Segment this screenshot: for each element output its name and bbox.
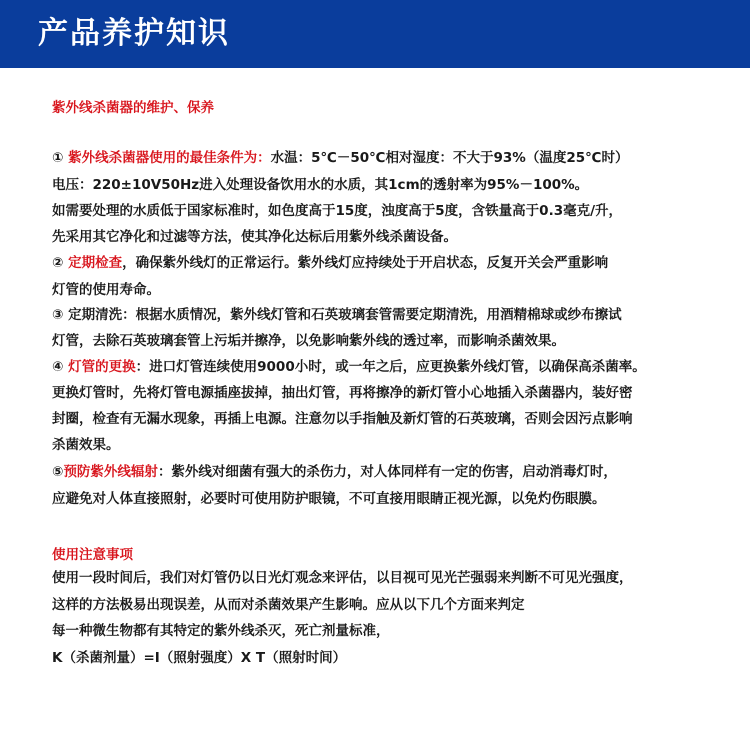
maintenance-line <box>52 332 742 350</box>
line-text: 水温：5℃－50℃相对湿度：不大于93%（温度25℃时） <box>270 150 629 166</box>
line-text: ：紫外线对细菌有强大的杀伤力，对人体同样有一定的伤害，启动消毒灯时， <box>157 464 617 480</box>
line-text: 如需要处理的水质低于国家标准时，如色度高于15度，浊度高于5度，含铁量高于0.3毫克/升， <box>52 203 623 219</box>
line-highlight: 定期检查 <box>68 255 123 271</box>
maintenance-line <box>52 490 742 508</box>
line-prefix: ② <box>52 255 69 271</box>
line-text: ：进口灯管连续使用9000小时，或一年之后，应更换紫外线灯管，以确保高杀菌率。 <box>135 359 646 375</box>
line-text: 杀菌效果。 <box>52 437 120 453</box>
usage-note-line: 这样的方法极易出现误差，从而对杀菌效果产生影响。应从以下几个方面来判定 <box>52 597 525 613</box>
maintenance-line <box>52 228 742 246</box>
line-text: 灯管，去除石英玻璃套管上污垢并擦净，以免影响紫外线的透过率，而影响杀菌效果。 <box>52 333 565 349</box>
line-text: 封圈，检查有无漏水现象，再插上电源。注意勿以手指触及新灯管的石英玻璃，否则会因污点影响 <box>52 411 633 427</box>
line-text: 先采用其它净化和过滤等方法，使其净化达标后用紫外线杀菌设备。 <box>52 229 457 245</box>
line-text: 电压：220±10V50Hz进入处理设备饮用水的水质，其1cm的透射率为95%－100%。 <box>52 177 589 193</box>
maintenance-line <box>52 410 742 428</box>
usage-note-line: 每一种微生物都有其特定的紫外线杀灭，死亡剂量标准， <box>52 623 390 639</box>
maintenance-line <box>52 358 742 376</box>
line-text: ③ 定期清洗：根据水质情况，紫外线灯管和石英玻璃套管需要定期清洗，用酒精棉球或纱布擦试 <box>52 307 622 323</box>
maintenance-line <box>52 176 742 194</box>
line-text: 应避免对人体直接照射，必要时可使用防护眼镜，不可直接用眼睛正视光源，以免灼伤眼膜。 <box>52 491 606 507</box>
line-prefix: ① <box>52 150 69 166</box>
line-highlight: 紫外线杀菌器使用的最佳条件为： <box>68 150 271 166</box>
line-text: 更换灯管时，先将灯管电源插座拔掉，抽出灯管，再将擦净的新灯管小心地插入杀菌器内，装好密 <box>52 385 633 401</box>
maintenance-line <box>52 202 742 220</box>
line-prefix: ⑤ <box>52 464 64 480</box>
maintenance-line <box>52 384 742 402</box>
line-text: 灯管的使用寿命。 <box>52 282 160 298</box>
maintenance-line <box>52 281 742 299</box>
maintenance-line <box>52 463 742 481</box>
line-highlight: 灯管的更换 <box>68 359 136 375</box>
header-bar <box>0 0 750 68</box>
section-title-usage-notes: 使用注意事项 <box>52 547 133 563</box>
usage-note-line: 使用一段时间后，我们对灯管仍以日光灯观念来评估，以目视可见光芒强弱来判断不可见光强度， <box>52 570 633 586</box>
maintenance-line <box>52 436 742 454</box>
line-highlight: 预防紫外线辐射 <box>63 464 158 480</box>
maintenance-line <box>52 306 742 324</box>
maintenance-line <box>52 254 742 272</box>
maintenance-line <box>52 149 742 167</box>
usage-note-line: K（杀菌剂量）=I（照射强度）X T（照射时间） <box>52 650 347 666</box>
section-title-maintenance: 紫外线杀菌器的维护、保养 <box>52 100 214 116</box>
page-title: 产品养护知识 <box>38 16 230 51</box>
line-prefix: ④ <box>52 359 69 375</box>
line-text: ，确保紫外线灯的正常运行。紫外线灯应持续处于开启状态，反复开关会严重影响 <box>122 255 609 271</box>
